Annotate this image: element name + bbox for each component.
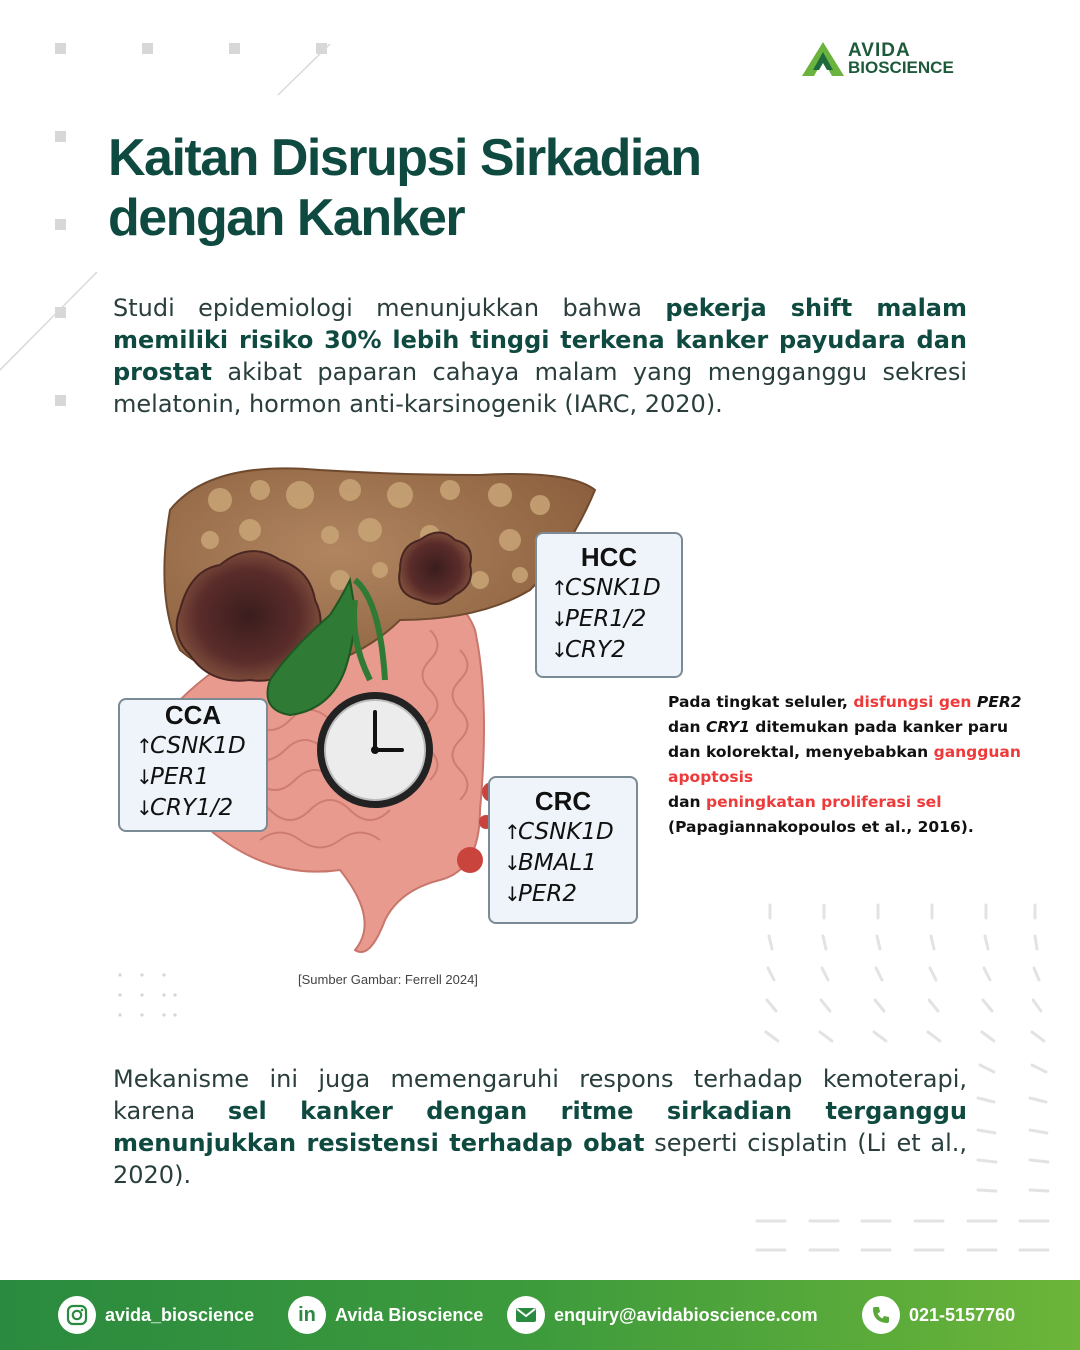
note-text: dan: [668, 793, 706, 811]
mechanism-highlight: sel kanker dengan ritme sirkadian terganggu menunjukkan resistensi terhadap obat: [113, 1097, 967, 1157]
note-red-1: disfungsi gen: [853, 693, 972, 711]
hcc-gene-1: [551, 573, 681, 604]
cca-gene-2: [136, 762, 266, 793]
cca-gene-3: [136, 793, 266, 824]
footer-bar: [0, 1280, 1080, 1350]
cca-gene-3-name: CRY1/2: [150, 795, 234, 821]
cca-gene-2-name: PER1: [150, 764, 210, 790]
hcc-gene-box: [535, 532, 683, 678]
intro-text-start: Studi epidemiologi menunjukkan bahwa: [113, 294, 666, 322]
logo-line2: BIOSCIENCE: [848, 58, 954, 77]
note-red-3: peningkatan proliferasi sel: [706, 793, 942, 811]
mechanism-text-end: seperti cisplatin (Li et al., 2020).: [113, 1129, 968, 1189]
hcc-gene-3-name: CRY2: [565, 637, 626, 663]
linkedin-icon: in: [288, 1296, 326, 1334]
instagram-icon: [58, 1296, 96, 1334]
crc-title: CRC: [534, 786, 592, 816]
crc-gene-1: [504, 817, 636, 848]
hcc-gene-1-name: CSNK1D: [565, 575, 661, 601]
cca-gene-1: [136, 731, 266, 762]
hcc-gene-2: [551, 604, 681, 635]
footer-linkedin[interactable]: [288, 1296, 483, 1334]
down-arrow-icon: ↓: [551, 638, 568, 662]
email-address: enquiry@avidabioscience.com: [554, 1304, 818, 1325]
intro-paragraph: [113, 292, 967, 420]
note-text: Pada tingkat seluler,: [668, 693, 854, 711]
intro-highlight: pekerja shift malam memiliki risiko 30% lebih tinggi terkena kanker payudara dan prostat: [113, 294, 967, 386]
phone-icon: [862, 1296, 900, 1334]
down-arrow-icon: ↓: [504, 851, 521, 875]
crc-gene-3-name: PER2: [518, 881, 578, 907]
footer-email[interactable]: [507, 1296, 818, 1334]
down-arrow-icon: ↓: [504, 882, 521, 906]
crc-gene-2: [504, 848, 636, 879]
page-title: [108, 128, 928, 248]
note-text: dan: [668, 718, 706, 736]
note-gene-2: CRY1: [706, 718, 750, 736]
instagram-handle: avida_bioscience: [105, 1304, 255, 1325]
avida-logo-icon: [800, 40, 846, 78]
up-arrow-icon: ↑: [551, 576, 568, 600]
email-icon: [507, 1296, 545, 1334]
crc-gene-3: [504, 879, 636, 910]
cca-gene-1-name: CSNK1D: [150, 733, 246, 759]
crc-gene-box: [488, 776, 638, 924]
note-citation: (Papagiannakopoulos et al., 2016).: [668, 818, 974, 836]
down-arrow-icon: ↓: [136, 796, 153, 820]
cca-title: CCA: [164, 700, 222, 730]
up-arrow-icon: ↑: [136, 734, 153, 758]
crc-gene-2-name: BMAL1: [518, 850, 597, 876]
cca-gene-box: [118, 698, 268, 832]
title-line1: Kaitan Disrupsi Sirkadian: [108, 129, 701, 187]
organ-illustration: [100, 450, 700, 990]
logo-line1: AVIDA: [848, 40, 911, 61]
note-text: ditemukan pada kanker paru dan kolorektal, menyebabkan: [668, 718, 1009, 761]
crc-gene-1-name: CSNK1D: [518, 819, 614, 845]
image-source: [Sumber Gambar: Ferrell 2024]: [298, 972, 478, 987]
title-line2: dengan Kanker: [108, 189, 465, 247]
hcc-gene-3: [551, 635, 681, 666]
down-arrow-icon: ↓: [551, 607, 568, 631]
down-arrow-icon: ↓: [136, 765, 153, 789]
cellular-note: [668, 690, 1028, 840]
note-gene-1: PER2: [976, 693, 1022, 711]
brand-logo: [800, 40, 1000, 80]
hcc-gene-2-name: PER1/2: [565, 606, 647, 632]
up-arrow-icon: ↑: [504, 820, 521, 844]
note-red-2: gangguan apoptosis: [668, 743, 1021, 786]
phone-number: 021-5157760: [909, 1304, 1016, 1325]
mechanism-paragraph: [113, 1063, 967, 1191]
intro-text-end: akibat paparan cahaya malam yang mengganggu sekresi melatonin, hormon anti-karsinogenik (IARC, 2020).: [113, 358, 967, 418]
hcc-title: HCC: [580, 542, 638, 572]
linkedin-name: Avida Bioscience: [335, 1304, 484, 1325]
mechanism-text-start: Mekanisme ini juga memengaruhi respons terhadap kemoterapi, karena: [113, 1065, 967, 1125]
footer-instagram[interactable]: [58, 1296, 254, 1334]
footer-phone[interactable]: [862, 1296, 1015, 1334]
